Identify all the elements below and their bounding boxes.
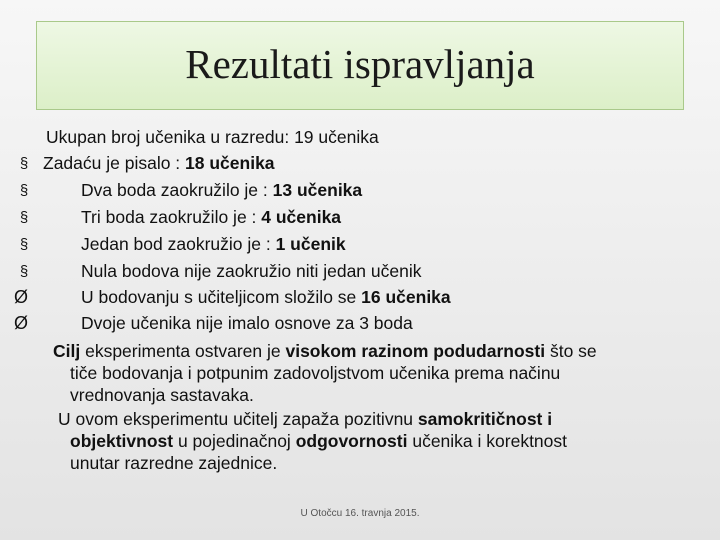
square-bullet-icon: § — [19, 209, 29, 226]
list-item — [81, 207, 341, 228]
list-item-value: 1 učenik — [275, 234, 346, 254]
list-item-text: Dva boda zaokružilo je : — [81, 180, 273, 200]
list-item-value: 13 učenika — [272, 180, 363, 200]
square-bullet-icon: § — [19, 263, 29, 280]
list-item — [81, 287, 451, 308]
bold-term: Cilj — [53, 341, 81, 361]
text-line: vrednovanja sastavaka. — [70, 385, 254, 405]
list-item-text: Tri boda zaokružilo je : — [81, 207, 262, 227]
text-run: U ovom eksperimentu učitelj zapaža pozitivnu — [58, 409, 418, 429]
text-run: eksperimenta ostvaren je — [80, 341, 286, 361]
text-line: unutar razredne zajednice. — [70, 453, 278, 473]
arrow-bullet-icon: Ø — [14, 313, 29, 333]
intro-line — [46, 127, 379, 148]
list-item-text: U bodovanju s učiteljicom složilo se — [81, 287, 362, 307]
intro-prefix: Ukupan broj učenika u razredu: — [46, 127, 295, 147]
text-run: učenika i korektnost — [407, 431, 568, 451]
square-bullet-icon: § — [19, 236, 29, 253]
list-item-text: Jedan bod zaokružio je : — [81, 234, 276, 254]
slide-title: Rezultati ispravljanja — [185, 40, 535, 87]
text-run: što se — [545, 341, 597, 361]
list-item-text: Dvoje učenika nije imalo osnove za 3 boda — [81, 313, 413, 333]
bold-term: objektivnost — [70, 431, 174, 451]
square-bullet-icon: § — [19, 182, 29, 199]
bold-term: odgovornosti — [295, 431, 408, 451]
paragraph-goal — [53, 340, 597, 406]
footer-date: U Otočcu 16. travnja 2015. — [300, 508, 420, 519]
list-item — [81, 234, 346, 255]
list-item — [43, 153, 275, 174]
list-item-text: Nula bodova nije zaokružio niti jedan učenik — [81, 261, 422, 281]
bold-term: visokom razinom podudarnosti — [285, 341, 546, 361]
list-item-value: 4 učenika — [261, 207, 342, 227]
paragraph-observation — [58, 408, 567, 474]
list-item — [81, 261, 422, 282]
square-bullet-icon: § — [19, 155, 29, 172]
list-item-value: 18 učenika — [185, 153, 275, 173]
text-line: tiče bodovanja i potpunim zadovoljstvom učenika prema načinu — [70, 363, 561, 383]
text-run: u pojedinačnoj — [173, 431, 296, 451]
list-item — [81, 313, 413, 334]
bold-term: samokritičnost i — [417, 409, 553, 429]
arrow-bullet-icon: Ø — [14, 287, 29, 307]
list-item-text: Zadaću je pisalo : — [43, 153, 186, 173]
intro-value: 19 učenika — [294, 127, 379, 147]
list-item — [81, 180, 362, 201]
list-item-value: 16 učenika — [361, 287, 451, 307]
